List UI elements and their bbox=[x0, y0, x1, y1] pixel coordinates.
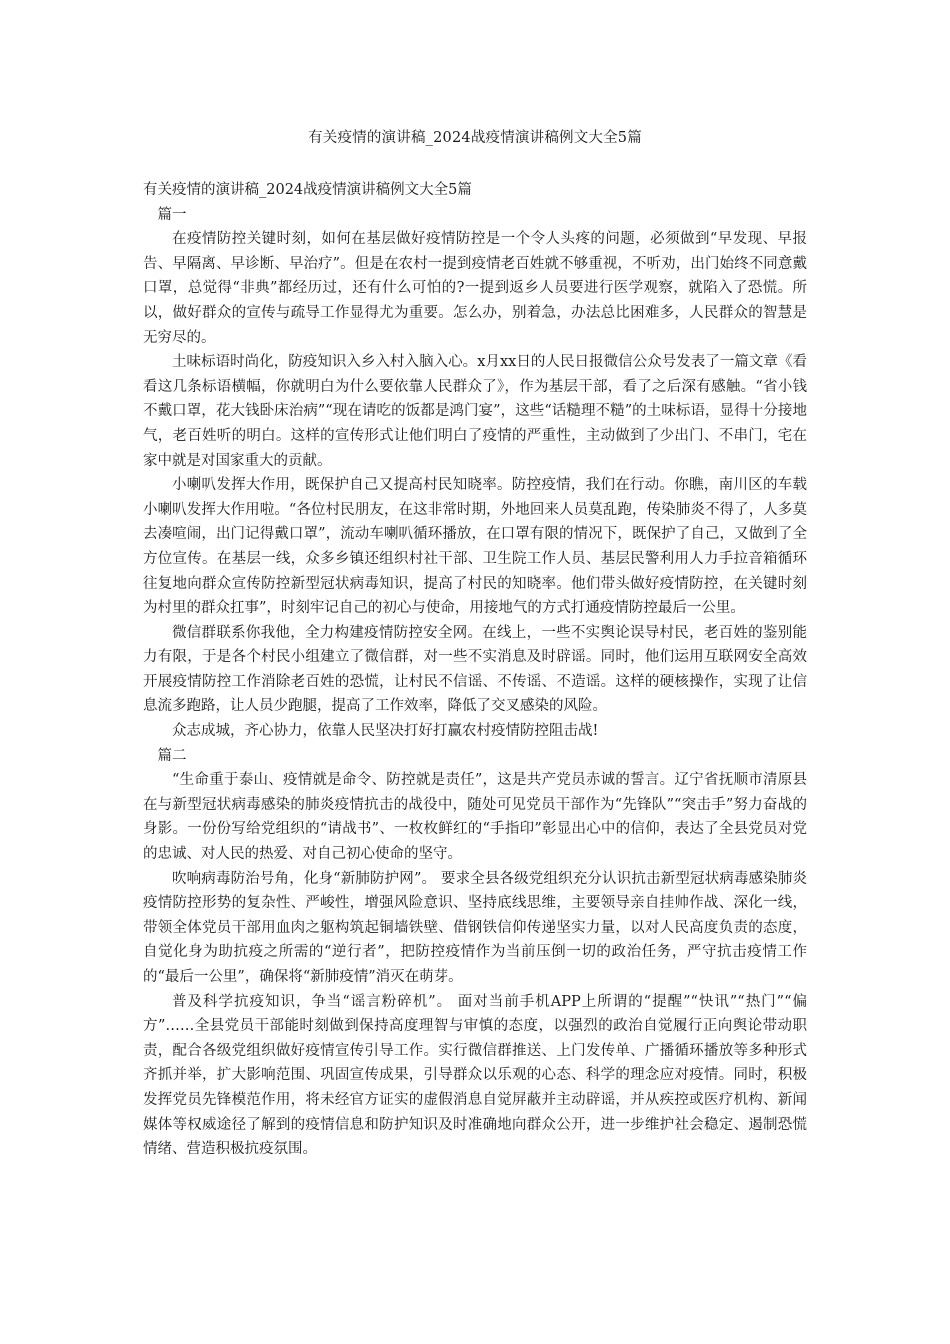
section-label-1: 篇一 bbox=[157, 206, 187, 223]
paragraph: 吹响病毒防治号角，化身“新肺防护网”。 要求全县各级党组织充分认识抗击新型冠状病毒感染肺炎疫情防控形势的复杂性、严峻性，增强风险意识、坚持底线思维，主要领导亲自挂帅作战、深化一线，带领全体党员干部用血肉之躯构筑起铜墙铁壁、借钢铁信仰传递坚实力量，以对人民高度负责的态度，自觉化身为助抗疫之所需的“逆行者”，把防控疫情作为当前压倒一切的政治任务，严守抗击疫情工作的“最后一公里”，确保将“新肺疫情”消灭在萌芽。 bbox=[143, 870, 807, 985]
section-label-2: 篇二 bbox=[157, 747, 187, 764]
paragraph: 普及科学抗疫知识，争当“谣言粉碎机”。 面对当前手机APP上所谓的“提醒”“快讯”“热门”“偏方”……全县党员干部能时刻做到保持高度理智与审慎的态度，以强烈的政治自觉履行正向舆论带动职责，配合各级党组织做好疫情宣传引导工作。实行微信群推送、上门发传单、广播循环播放等多种形式齐抓并举，扩大影响范围、巩固宣传成果，引导群众以乐观的心态、科学的理念应对疫情。同时，积极发挥党员先锋模范作用，将未经官方证实的虚假消息自觉屏蔽并主动辟谣，并从疾控或医疗机构、新闻媒体等权威途径了解到的疫情信息和防护知识及时准确地向群众公开，进一步维护社会稳定、遏制恐慌情绪、营造积极抗疫氛围。 bbox=[143, 993, 807, 1158]
paragraph: 小喇叭发挥大作用，既保护自己又提高村民知晓率。防控疫情，我们在行动。你瞧，南川区的车载小喇叭发挥大作用啦。“各位村民朋友，在这非常时期，外地回来人员莫乱跑，传染肺炎不得了，人多莫去凑喧闹，出门记得戴口罩”，流动车喇叭循环播放，在口罩有限的情况下，既保护了自己，又做到了全方位宣传。在基层一线，众多乡镇还组织村社干部、卫生院工作人员、基层民警利用人力手拉音箱循环往复地向群众宣传防控新型冠状病毒知识，提高了村民的知晓率。他们带头做好疫情防控，在关键时刻为村里的群众扛事”，时刻牢记自己的初心与使命，用接地气的方式打通疫情防控最后一公里。 bbox=[143, 477, 807, 617]
paragraph: 微信群联系你我他，全力构建疫情防控安全网。在线上，一些不实舆论误导村民，老百姓的鉴别能力有限，于是各个村民小组建立了微信群，对一些不实消息及时辟谣。同时，他们运用互联网安全高效开展疫情防控工作消除老百姓的恐慌，让村民不信谣、不传谣、不造谣。这样的硬核操作，实现了让信息流多跑路，让人员少跑腿，提高了工作效率，降低了交叉感染的风险。 bbox=[143, 624, 807, 715]
paragraph: 众志成城，齐心协力，依靠人民坚决打好打赢农村疫情防控阻击战! bbox=[172, 723, 599, 740]
paragraph: 土味标语时尚化，防疫知识入乡入村入脑入心。x月xx日的人民日报微信公众号发表了一篇文章《看看这几条标语横幅，你就明白为什么要依靠人民群众了》，作为基层干部，看了之后深有感触。“省小钱不戴口罩，花大钱卧床治病”“现在请吃的饭都是鸿门宴”，这些“话糙理不糙”的土味标语，显得十分接地气，老百姓听的明白。这样的宣传形式让他们明白了疫情的严重性，主动做到了少出门、不串门，宅在家中就是对国家重大的贡献。 bbox=[143, 354, 807, 469]
paragraph: 在疫情防控关键时刻，如何在基层做好疫情防控是一个令人头疼的问题，必须做到“早发现、早报告、早隔离、早诊断、早治疗”。但是在农村一提到疫情老百姓就不够重视，不听劝，出门始终不同意戴口罩，总觉得“非典”都经历过，还有什么可怕的?一提到返乡人员要进行医学观察，就陷入了恐慌。所以，做好群众的宣传与疏导工作显得尤为重要。怎么办，别着急，办法总比困难多，人民群众的智慧是无穷尽的。 bbox=[143, 231, 807, 346]
document-heading: 有关疫情的演讲稿_2024战疫情演讲稿例文大全5篇 bbox=[143, 182, 472, 198]
document-body bbox=[143, 178, 807, 1162]
page-title: 有关疫情的演讲稿_2024战疫情演讲稿例文大全5篇 bbox=[308, 130, 642, 146]
paragraph: “生命重于泰山、疫情就是命令、防控就是责任”，这是共产党员赤诚的誓言。辽宁省抚顺市清原县在与新型冠状病毒感染的肺炎疫情抗击的战役中，随处可见党员干部作为“先锋队”“突击手”努力奋战的身影。一份份写给党组织的“请战书”、一枚枚鲜红的“手指印”彰显出心中的信仰，表达了全县党员对党的忠诚、对人民的热爱、对自己初心使命的坚守。 bbox=[143, 772, 807, 863]
